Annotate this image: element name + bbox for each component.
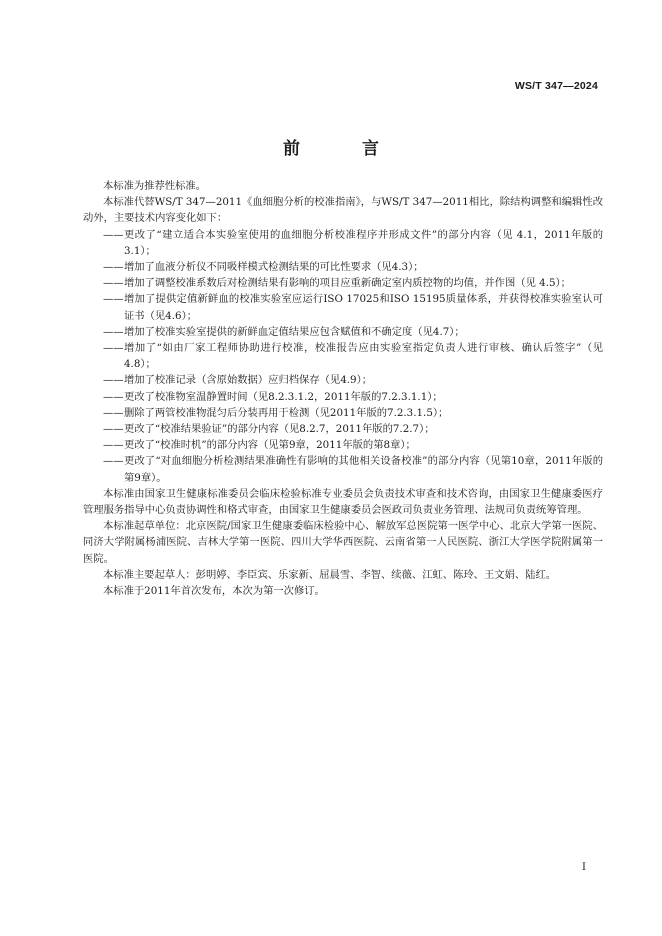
intro-paragraph: 本标准代替WS/T 347—2011《血细胞分析的校准指南》，与WS/T 347—2011相比，除结构调整和编辑性改动外，主要技术内容变化如下： [83,196,603,225]
change-item-text: 增加了校准记录（含原始数据）应归档保存（见4.9）； [124,374,373,387]
dash-marker: —— [103,390,124,403]
dash-marker: —— [103,423,124,436]
change-item [83,389,603,405]
change-item-text: 更改了“建立适合本实验室使用的血细胞分析校准程序并形成文件”的部分内容（见 4.1，2011年版的 3.1）； [124,228,603,257]
page-number: I [582,862,586,873]
change-item [83,275,603,291]
change-item [83,324,603,340]
dash-marker: —— [103,293,124,306]
change-item-text: 增加了调整校准系数后对检测结果有影响的项目应重新确定室内质控物的均值，并作图（见 4.5）； [124,277,571,290]
change-item [83,421,603,437]
change-item [83,227,603,259]
change-item-text: 增加了“如由厂家工程师协助进行校准，校准报告应由实验室指定负责人进行审核、确认后签字”（见4.8）； [124,342,603,371]
dash-marker: —— [103,325,124,338]
change-item-text: 增加了校准实验室提供的新鲜血定值结果应包含赋值和不确定度（见4.7）； [124,325,465,338]
outro-paragraph: 本标准主要起草人：彭明婷、李臣宾、乐家新、屈晨雪、李智、续薇、江虹、陈玲、王文娟、陆红。 [103,568,557,581]
change-item-text: 更改了“对血细胞分析检测结果准确性有影响的其他相关设备校准”的部分内容（见第10章，2011年版的第9章）。 [124,455,603,484]
dash-marker: —— [103,455,124,468]
change-item-text: 增加了提供定值新鲜血的校准实验室应运行ISO 17025和ISO 15195质量体系，并获得校准实验室认可证书（见4.6）； [124,293,603,322]
dash-marker: —— [103,261,124,274]
outro-paragraph: 本标准起草单位：北京医院/国家卫生健康委临床检验中心、解放军总医院第一医学中心、北京大学第一医院、同济大学附属杨浦医院、吉林大学第一医院、四川大学华西医院、云南省第一人民医院、浙江大学医学院附属第一医院。 [83,520,603,565]
page-title: 前 言 [283,139,407,159]
dash-marker: —— [103,406,124,419]
change-item-text: 更改了“校准结果验证”的部分内容（见8.2.7，2011年版的7.2.7）； [124,423,435,436]
change-item [83,259,603,275]
change-item [83,453,603,485]
dash-marker: —— [103,277,124,290]
intro-paragraph: 本标准为推荐性标准。 [103,180,206,192]
change-item [83,372,603,388]
change-item [83,437,603,453]
change-item-text: 删除了两管校准物混匀后分装再用于检测（见2011年版的7.2.3.1.5）； [124,406,449,419]
change-item-text: 更改了校准物室温静置时间（见8.2.3.1.2，2011年版的7.2.3.1.1）； [124,390,443,403]
change-item-text: 增加了血液分析仪不同吸样模式检测结果的可比性要求（见4.3）； [124,261,424,274]
dash-marker: —— [103,342,124,355]
change-item [83,405,603,421]
change-item-text: 更改了“校准时机”的部分内容（见第9章，2011年版的第8章）； [124,439,416,452]
dash-marker: —— [103,439,124,452]
change-item [83,340,603,372]
standard-code: WS/T 347—2024 [514,80,598,92]
dash-marker: —— [103,228,124,241]
outro-paragraph: 本标准由国家卫生健康标准委员会临床检验标准专业委员会负责技术审查和技术咨询，由国家卫生健康委医疗管理服务指导中心负责协调性和格式审查，由国家卫生健康委员会医政司负责业务管理、法规司负责统筹管理。 [83,487,603,517]
outro-paragraph: 本标准于2011年首次发布，本次为第一次修订。 [103,585,325,598]
change-item [83,291,603,323]
document-body [83,178,603,599]
dash-marker: —— [103,374,124,387]
